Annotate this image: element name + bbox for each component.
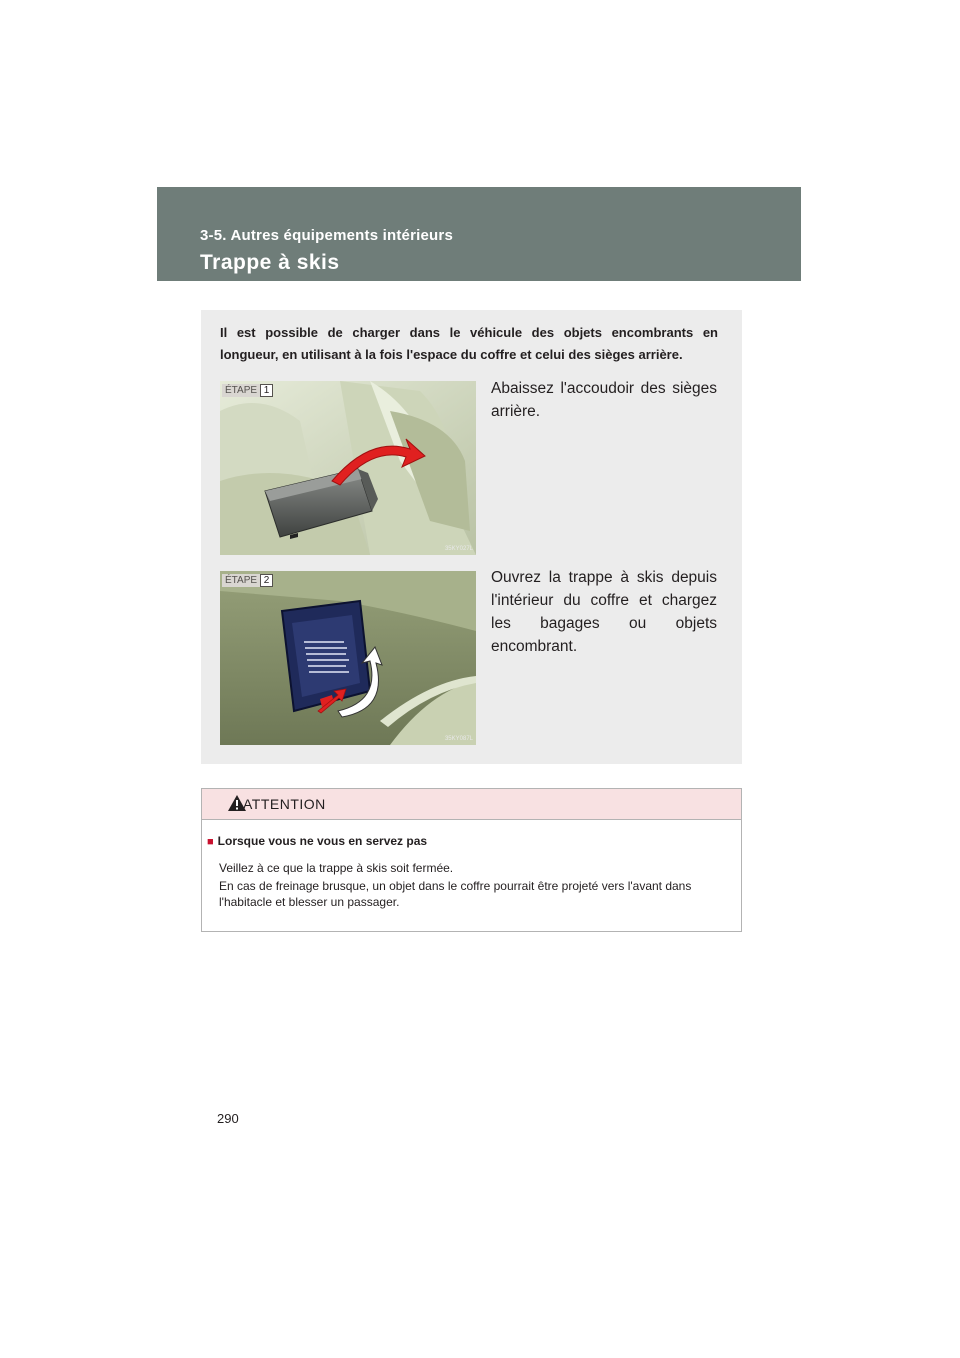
step2-text: Ouvrez la trappe à skis depuis l'intérieur du coffre et chargez les bagages ou objets encombrant. [491,569,717,655]
caution-subheading-text: Lorsque vous ne vous en servez pas [217,834,428,848]
step1-text: Abaissez l'accoudoir des sièges arrière. [491,380,717,420]
image-code: 35KY087L [444,736,473,742]
caution-title: ATTENTION [243,796,326,812]
step2-badge [222,574,273,587]
armrest-illustration [220,381,476,555]
square-bullet-icon: ■ [207,836,214,848]
step-badge-word: ÉTAPE [222,384,260,397]
step-badge-number: 2 [260,574,273,587]
image-code: 35KY027L [444,546,473,552]
page-number: 290 [217,1111,239,1126]
page-title: Trappe à skis [200,251,340,274]
intro-text [220,322,718,366]
section-header [157,187,801,281]
intro-text-line2: longueur, en utilisant à la fois l'espace du coffre et celui des sièges arrière. [220,347,683,362]
caution-box [201,788,742,932]
step1-armrest-illustration [220,381,476,555]
caution-text-line1: Veillez à ce que la trappe à skis soit fermée. [219,861,454,875]
ski-hatch-illustration [220,571,476,745]
section-label: 3-5. Autres équipements intérieurs [200,227,453,244]
caution-subheading [207,834,427,848]
step2-ski-hatch-illustration [220,571,476,745]
step-badge-number: 1 [260,384,273,397]
intro-text-line1: Il est possible de charger dans le véhicule des objets encombrants en [220,325,718,340]
intro-panel [201,310,742,764]
step-badge-word: ÉTAPE [222,574,260,587]
caution-text-line2: En cas de freinage brusque, un objet dans le coffre pourrait être projeté vers l'avant dans l'habitacle et blesser un passager. [219,879,692,909]
caution-header [202,789,741,820]
step1-badge [222,384,273,397]
